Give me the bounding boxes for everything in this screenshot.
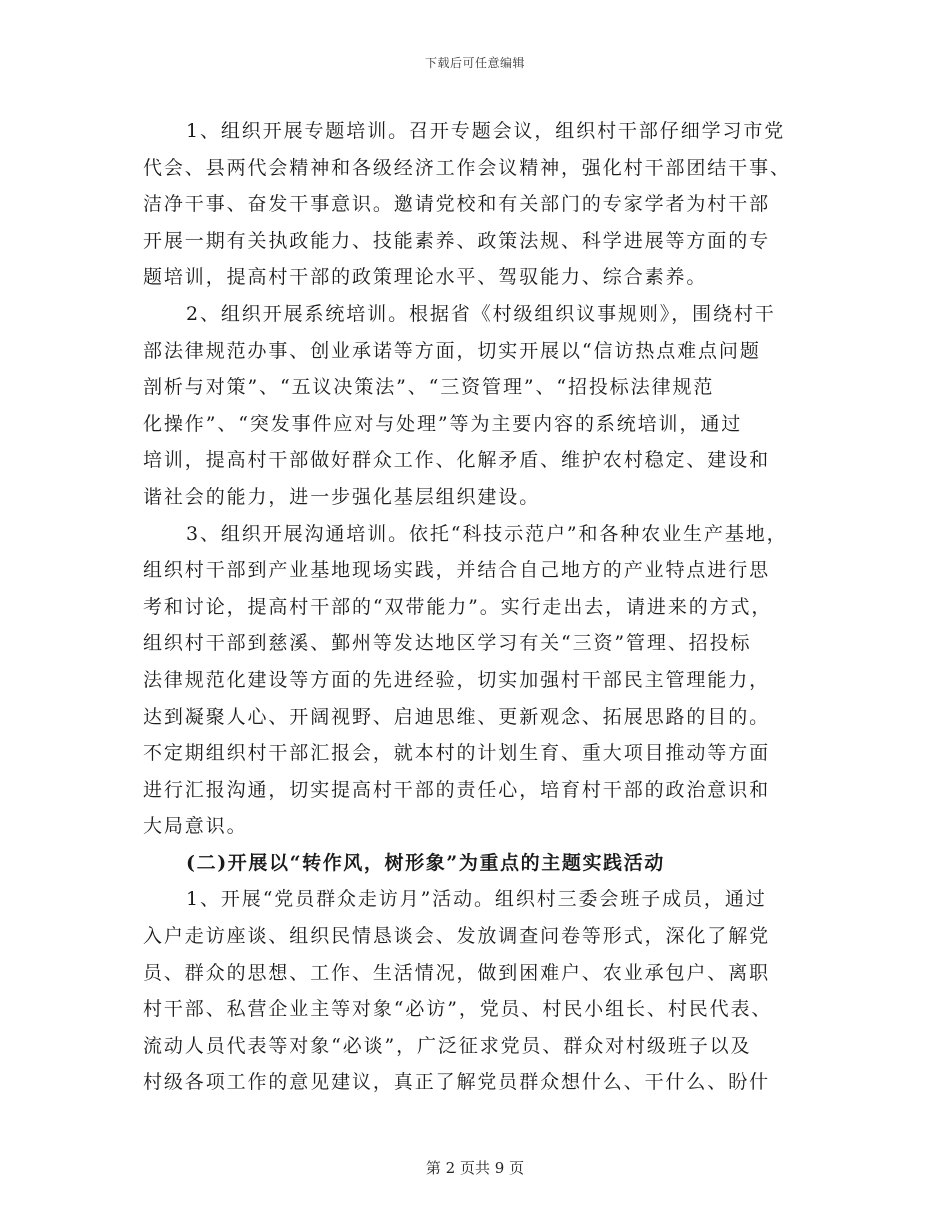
text-line: 1、开展“党员群众走访月”活动。组织村三委会班子成员，通过 (186, 888, 767, 911)
page-footer: 第 2 页共 9 页 (425, 1159, 525, 1177)
text-line: 洁净干事、奋发干事意识。邀请党校和有关部门的专家学者为村干部 (143, 193, 771, 216)
text-line: 剖析与对策”、“五议决策法”、“三资管理”、“招投标法律规范 (143, 376, 715, 399)
text-line: 部法律规范办事、创业承诺等方面，切实开展以“信访热点难点问题 (143, 339, 761, 362)
text-line: 题培训，提高村干部的政策理论水平、驾驭能力、综合素养。 (143, 266, 708, 289)
text-line: 培训，提高村干部做好群众工作、化解矛盾、维护农村稳定、建设和 (143, 449, 771, 472)
text-line: 进行汇报沟通，切实提高村干部的责任心，培育村干部的政治意识和 (143, 778, 771, 801)
text-line: 员、群众的思想、工作、生活情况，做到困难户、农业承包户、离职 (143, 961, 771, 984)
text-line: 3、组织开展沟通培训。依托“科技示范户”和各种农业生产基地， (186, 522, 788, 545)
text-line: 村干部、私营企业主等对象“必访”，党员、村民小组长、村民代表、 (143, 998, 773, 1021)
text-line: 入户走访座谈、组织民情恳谈会、发放调查问卷等形式，深化了解党 (143, 925, 771, 948)
text-line: 不定期组织村干部汇报会，就本村的计划生育、重大项目推动等方面 (143, 742, 771, 765)
text-line: 村级各项工作的意见建议，真正了解党员群众想什么、干什么、盼什 (143, 1071, 771, 1094)
page-header: 下载后可任意编辑 (424, 56, 525, 70)
text-line: 谐社会的能力，进一步强化基层组织建设。 (143, 485, 541, 508)
text-line: 2、组织开展系统培训。根据省《村级组织议事规则》，围绕村干 (186, 302, 776, 325)
text-line: 达到凝聚人心、开阔视野、启迪思维、更新观念、拓展思路的目的。 (143, 705, 771, 728)
text-line: 法律规范化建设等方面的先进经验，切实加强村干部民主管理能力， (143, 668, 771, 691)
text-line: 开展一期有关执政能力、技能素养、政策法规、科学进展等方面的专 (143, 229, 771, 252)
section-heading: (二)开展以“转作风，树形象”为重点的主题实践活动 (186, 851, 665, 874)
document-body (143, 113, 823, 1101)
text-line: 流动人员代表等对象“必谈”，广泛征求党员、群众对村级班子以及 (143, 1034, 752, 1057)
text-line: 大局意识。 (143, 815, 248, 838)
text-line: 1、组织开展专题培训。召开专题会议，组织村干部仔细学习市党 (186, 120, 786, 142)
text-line: 组织村干部到产业基地现场实践，并结合自己地方的产业特点进行思 (143, 559, 771, 582)
text-line: 组织村干部到慈溪、鄞州等发达地区学习有关“三资”管理、招投标 (143, 632, 752, 655)
text-line: 代会、县两代会精神和各级经济工作会议精神，强化村干部团结干事、 (143, 156, 791, 179)
text-line: 考和讨论，提高村干部的“双带能力”。实行走出去，请进来的方式， (143, 595, 773, 618)
text-line: 化操作”、“突发事件应对与处理”等为主要内容的系统培训，通过 (143, 412, 743, 435)
